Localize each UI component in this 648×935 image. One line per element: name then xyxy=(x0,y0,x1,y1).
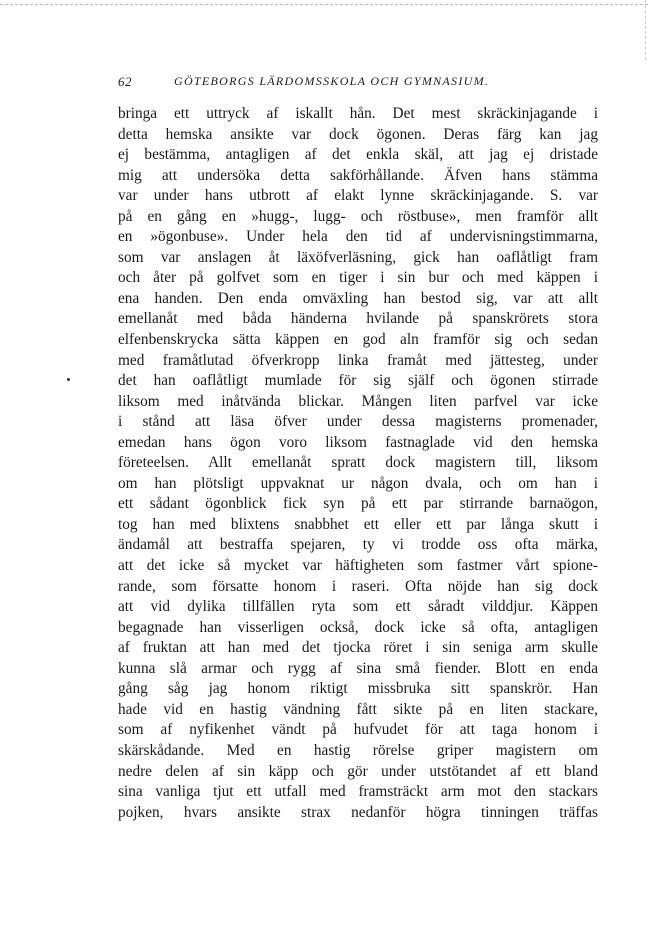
text-line: hade vid en hastig vändning fått sikte på en liten stackare, xyxy=(118,700,598,718)
body-text xyxy=(118,104,598,823)
text-line: och åter på golfvet som en tiger i sin bur och med käppen i xyxy=(118,269,598,287)
scan-right-edge xyxy=(645,0,646,60)
text-line: i stånd att läsa öfver under dessa magisterns promenader, xyxy=(118,413,598,431)
text-line: som af nyfikenhet vändt på hufvudet för att taga honom i xyxy=(118,721,598,739)
text-line: emedan hans ögon voro liksom fastnaglade vid den hemska xyxy=(118,433,598,451)
text-line: detta hemska ansikte var dock ögonen. Deras färg kan jag xyxy=(118,125,598,143)
text-line: en »ögonbuse». Under hela den tid af undervisningstimmarna, xyxy=(118,228,598,246)
text-line: tog han med blixtens snabbhet ett eller ett par långa skutt i xyxy=(118,515,598,533)
margin-mark xyxy=(67,378,70,381)
text-line: sina vanliga tjut ett utfall med framsträckt arm mot den stackars xyxy=(118,783,598,801)
text-line: pojken, hvars ansikte strax nedanför högra tinningen träffas xyxy=(118,803,598,821)
text-line: kunna slå armar och rygg af sina små fiender. Blott en enda xyxy=(118,659,598,677)
page-header xyxy=(118,74,598,94)
text-line: ej bestämma, antagligen af det enkla skäl, att jag ej dristade xyxy=(118,146,598,164)
text-line: ändamål att bestraffa spejaren, ty vi trodde oss ofta märka, xyxy=(118,536,598,554)
text-line: elfenbenskrycka sätta käppen en god aln framför sig och sedan xyxy=(118,331,598,349)
page-number: 62 xyxy=(118,74,132,89)
scan-top-edge xyxy=(0,4,648,5)
text-line: det han oaflåtligt mumlade för sig själf och ögonen stirrade xyxy=(118,372,598,390)
text-line: rande, som försatte honom i raseri. Ofta nöjde han sig dock xyxy=(118,577,598,595)
text-line: på en gång en »hugg-, lugg- och röstbuse», men framför allt xyxy=(118,207,598,225)
text-line: ena handen. Den enda omväxling han bestod sig, var att allt xyxy=(118,289,598,307)
text-line: mig att undersöka detta sakförhållande. Äfven hans stämma xyxy=(118,166,598,184)
text-line: liksom med inåtvända blickar. Mången liten parfvel var icke xyxy=(118,392,598,410)
text-line: af fruktan att han med det tjocka röret i sin seniga arm skulle xyxy=(118,639,598,657)
running-title: GÖTEBORGS LÄRDOMSSKOLA OCH GYMNASIUM. xyxy=(174,74,490,88)
text-line: bringa ett uttryck af iskallt hån. Det mest skräckinjagande i xyxy=(118,105,598,122)
text-line: att vid dylika tillfällen ryta som ett såradt vilddjur. Käppen xyxy=(118,598,598,616)
text-line: om han plötsligt uppvaknat ur någon dvala, och om han i xyxy=(118,474,598,492)
text-line: företeelsen. Allt emellanåt spratt dock magistern till, liksom xyxy=(118,454,598,472)
text-line: att det icke så mycket var häftigheten som fastmer vårt spione- xyxy=(118,557,598,575)
text-line: ett sådant ögonblick fick syn på ett par stirrande barnaögon, xyxy=(118,495,598,513)
text-line: var under hans utbrott af elakt lynne skräckinjagande. S. var xyxy=(118,187,598,205)
text-line: skärskådande. Med en hastig rörelse griper magistern om xyxy=(118,741,598,759)
text-line: som var anslagen åt läxöfverläsning, gick han oaflåtligt fram xyxy=(118,248,598,266)
text-line: gång såg jag honom riktigt missbruka sitt spanskrör. Han xyxy=(118,680,598,698)
text-line: begagnade han visserligen också, dock icke så ofta, antagligen xyxy=(118,618,598,636)
text-line: med framåtlutad öfverkropp linka framåt med jättesteg, under xyxy=(118,351,598,369)
text-line: nedre delen af sin käpp och gör under utstötandet af ett bland xyxy=(118,762,598,780)
text-line: emellanåt med båda händerna hvilande på spanskrörets stora xyxy=(118,310,598,328)
